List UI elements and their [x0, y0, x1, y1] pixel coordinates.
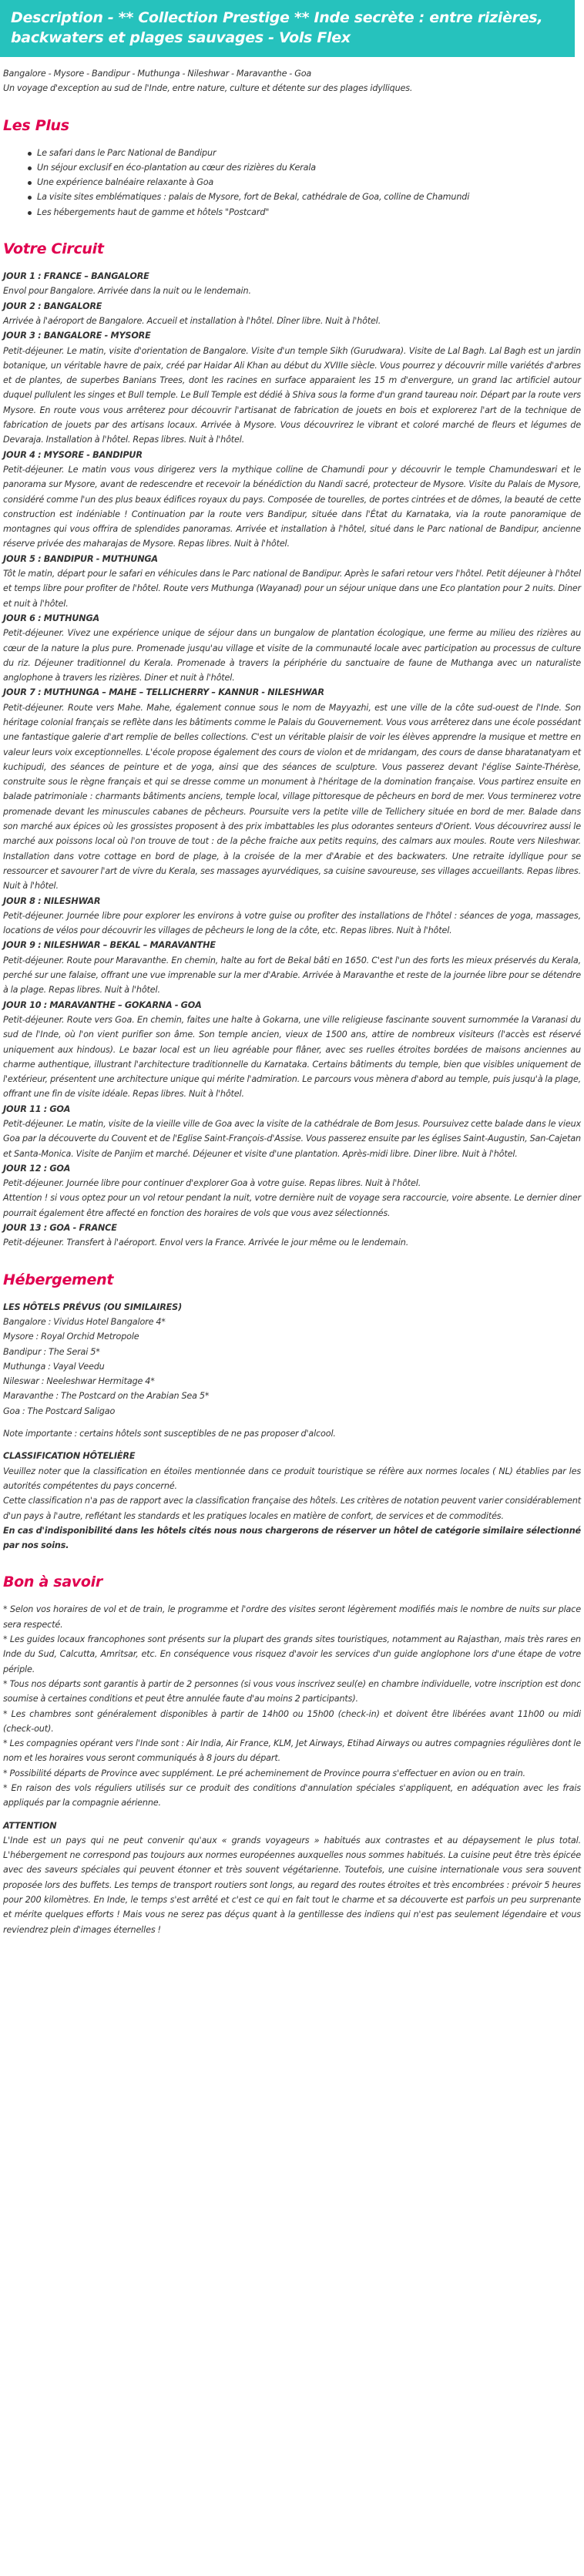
- classification-bold-text: En cas d'indisponibilité dans les hôtels cités nous nous chargerons de réserver un hôtel de catégorie similaire sélectionné par nos soins.: [3, 1525, 581, 1551]
- day-block: [3, 1161, 581, 1221]
- hotel-item: Maravanthe : The Postcard on the Arabian Sea 5*: [3, 1391, 210, 1402]
- savoir-item: * En raison des vols réguliers utilisés sur ce produit des conditions d'annulation spéciales s'appliquent, en adéquation avec les frais appliqués par la compagnie aérienne.: [3, 1782, 581, 1809]
- hotel-item: Goa : The Postcard Saligao: [3, 1406, 116, 1416]
- day-block: [3, 299, 581, 329]
- day-title: JOUR 5 : BANDIPUR - MUTHUNGA: [3, 553, 158, 564]
- hotels-heading: LES HÔTELS PRÉVUS (OU SIMILAIRES): [3, 1301, 183, 1312]
- circuit-title: Votre Circuit: [3, 240, 104, 258]
- day-text: Envol pour Bangalore. Arrivée dans la nuit ou le lendemain.: [3, 286, 251, 297]
- page-title-banner: [0, 0, 575, 57]
- day-block: [3, 611, 581, 685]
- day-text: Arrivée à l'aéroport de Bangalore. Accueil et installation à l'hôtel. Dîner libre. Nuit à l'hôtel.: [3, 315, 381, 326]
- day-title: JOUR 3 : BANGALORE - MYSORE: [3, 331, 151, 341]
- savoir-item: * Les chambres sont généralement disponibles à partir de 14h00 ou 15h00 (check-in) et doivent être libérées avant 11h00 ou midi (check-out).: [3, 1708, 581, 1734]
- attention-text: L'Inde est un pays qui ne peut convenir qu'aux « grands voyageurs » habitués aux contrastes et au dépaysement le plus total. L'hébergement ne correspond pas toujours aux normes européennes auxquelles nous sommes habitués. La cuisine peut être très épicée avec des saveurs spéciales qui peuvent étonner et très souvent végétarienne. Toutefois, une cuisine internationale vous sera souvent proposée lors des buffets. Les temps de transport routiers sont longs, au regard des routes étroites et très encombrées : prévoir 5 heures pour 200 kilomètres. En Inde, le temps s'est arrêté et c'est ce qui en fait tout le charme et sa découverte est parfois un peu surprenante et mérite quelques efforts ! Mais vous ne serez pas déçus quant à la gentillesse des indiens qui n'est pas seulement légendaire et vous reviendrez plein d'images éternelles !: [3, 1835, 581, 1935]
- intro-route: Bangalore - Mysore - Bandipur - Muthunga - Nileshwar - Maravanthe - Goa: [3, 69, 312, 79]
- intro-tagline: Un voyage d'exception au sud de l'Inde, entre nature, culture et détente sur des plages idylliques.: [3, 83, 413, 94]
- savoir-item: * Tous nos départs sont garantis à partir de 2 personnes (si vous vous inscrivez seul(e) en chambre individuelle, votre inscription est donc soumise à certaines conditions et peut être annulée faute d'au moins 2 participants).: [3, 1678, 581, 1704]
- day-title: JOUR 4 : MYSORE - BANDIPUR: [3, 449, 143, 460]
- day-title: JOUR 7 : MUTHUNGA – MAHE – TELLICHERRY – KANNUR - NILESHWAR: [3, 687, 324, 698]
- day-block: [3, 269, 581, 299]
- day-title: JOUR 11 : GOA: [3, 1103, 71, 1114]
- hotel-item: Mysore : Royal Orchid Metropole: [3, 1332, 139, 1342]
- intro: [3, 57, 581, 96]
- savoir-item: * Les compagnies opérant vers l'Inde sont : Air India, Air France, KLM, Jet Airways, Etihad Airways ou autres compagnies régulières dont le nom et les horaires vous seront communiqués à 8 jours du départ.: [3, 1738, 581, 1764]
- plus-item: Une expérience balnéaire relaxante à Goa: [28, 175, 581, 190]
- day-block: [3, 1221, 581, 1251]
- day-text: Petit-déjeuner. Journée libre pour explorer les environs à votre guise ou profiter des installations de l'hôtel : séances de yoga, massages, locations de vélos pour découvrir les villages de pêcheurs le long de la côte, etc. Repas libres. Nuit à l'hôtel.: [3, 910, 581, 936]
- day-title: JOUR 6 : MUTHUNGA: [3, 613, 100, 623]
- page-title: Description - ** Collection Prestige ** Inde secrète : entre rizières, backwaters et plages sauvages - Vols Flex: [11, 9, 543, 46]
- hotel-item: Nileswar : Neeleshwar Hermitage 4*: [3, 1376, 155, 1387]
- savoir-item: * Possibilité départs de Province avec supplément. Le pré acheminement de Province pourra s'effectuer en avion ou en train.: [3, 1768, 525, 1778]
- hotel-note: Note importante : certains hôtels sont susceptibles de ne pas proposer d'alcool.: [3, 1429, 336, 1439]
- plus-title: Les Plus: [3, 116, 69, 134]
- day-text: Tôt le matin, départ pour le safari en véhicules dans le Parc national de Bandipur. Après le safari retour vers l'hôtel. Petit déjeuner à l'hôtel et temps libre pour profiter de l'hôtel. Route vers Muthunga (Wayanad) pour un séjour unique dans une Eco plantation pour 2 nuits. Diner et nuit à l'hôtel.: [3, 569, 581, 609]
- plus-list: [28, 146, 581, 220]
- plus-item: La visite sites emblématiques : palais de Mysore, fort de Bekal, cathédrale de Goa, colline de Chamundi: [28, 190, 581, 204]
- hotel-item: Bangalore : Vividus Hotel Bangalore 4*: [3, 1316, 166, 1327]
- day-title: JOUR 13 : GOA - FRANCE: [3, 1223, 117, 1234]
- plus-item: Les hébergements haut de gamme et hôtels "Postcard": [28, 205, 581, 220]
- classification-text: Veuillez noter que la classification en étoiles mentionnée dans ce produit touristique se réfère aux normes locales ( NL) établies par les autorités compétentes du pays concerné.: [3, 1466, 581, 1491]
- day-block: [3, 448, 581, 552]
- day-title: JOUR 8 : NILESHWAR: [3, 895, 101, 906]
- day-text: Petit-déjeuner. Le matin, visite de la vieille ville de Goa avec la visite de la cathédrale de Bom Jesus. Poursuivez cette balade dans le vieux Goa par la découverte du Couvent et de l'Eglise Saint-François-d'Assise. Vous passerez ensuite par les églises Saint-Augustin, San-Cajetan et Santa-Monica. Visite de Panjim et marché. Déjeuner et visite d'une plantation. Après-midi libre. Diner libre. Nuit à l'hôtel.: [3, 1119, 581, 1159]
- day-text: Petit-déjeuner. Le matin, visite d'orientation de Bangalore. Visite d'un temple Sikh (Gurudwara). Visite de Lal Bagh. Lal Bagh est un jardin botanique, un véritable havre de paix, créé par Haidar Ali Khan au début du XVIIIe siècle. Vous pourrez y découvrir mille variétés d'arbres et de plantes, de superbes Banians Trees, dont les racines en surface apparaient les 15 m d'envergure, un grand lac artificiel autour duquel pullulent les singes et Bull temple. Le Bull Temple est dédié à Shiva sous la forme d'un grand taureau noir. Départ par la route vers Mysore. En route vous vous arrêterez pour découvrir l'artisanat de fabrication de jouets en bois et explorerez l'art de la technique de fabrication de jouets par des artisans locaux. Arrivée à Mysore. Vous découvrirez le vibrant et coloré marché de fleurs et légumes de Devaraja. Installation à l'hôtel. Repas libres. Nuit à l'hôtel.: [3, 345, 581, 445]
- day-text: Petit-déjeuner. Le matin vous vous dirigerez vers la mythique colline de Chamundi pour y découvrir le temple Chamundeswari et le panorama sur Mysore, avant de redescendre et recevoir la bénédiction du Nandi sacré, protecteur de Mysore. Visite du Palais de Mysore, considéré comme l'un des plus beaux édifices royaux du pays. Composée de tourelles, de portes cintrées et de dômes, la beauté de cette construction est indéniable ! Continuation par la route vers Bandipur, située dans l'État du Karnataka, via la route panoramique de montagnes qui vous offrira de splendides panoramas. Arrivée et installation à l'hôtel, situé dans le Parc national de Bandipur, ancienne réserve privée des maharajas de Mysore. Repas libres. Nuit à l'hôtel.: [3, 464, 581, 549]
- day-text: Petit-déjeuner. Vivez une expérience unique de séjour dans un bungalow de plantation écologique, une ferme au milieu des rizières au cœur de la nature la plus pure. Promenade jusqu'au village et visite de la communauté locale avec participation au processus de culture du riz. Déjeuner traditionnel du Kerala. Promenade à travers la périphérie du sanctuaire de faune de Muthanga avec un naturaliste anglophone à travers les rizières. Diner et nuit à l'hôtel.: [3, 628, 581, 683]
- day-title: JOUR 2 : BANGALORE: [3, 301, 102, 311]
- day-title: JOUR 9 : NILESHWAR – BEKAL – MARAVANTHE: [3, 940, 216, 951]
- day-block: [3, 552, 581, 611]
- day-block: [3, 328, 581, 447]
- savoir-item: * Selon vos horaires de vol et de train, le programme et l'ordre des visites seront légèrement modifiés mais le nombre de nuits sur place sera respecté.: [3, 1604, 581, 1630]
- classification-text: Cette classification n'a pas de rapport avec la classification française des hôtels. Les critères de notation peuvent varier considérablement d'un pays à l'autre, reflétant les standards et les pratiques locales en matière de confort, de services et de commodités.: [3, 1496, 581, 1521]
- day-block: [3, 938, 581, 997]
- classification-heading: CLASSIFICATION HÔTELIÈRE: [3, 1451, 136, 1462]
- day-block: [3, 894, 581, 939]
- hotel-item: Bandipur : The Serai 5*: [3, 1346, 100, 1357]
- savoir-item: * Les guides locaux francophones sont présents sur la plupart des grands sites touristiques, notamment au Rajasthan, mais très rares en Inde du Sud, Calcutta, Amritsar, etc. En conséquence vous risquez d'avoir les services d'un guide anglophone lors d'une étape de votre périple.: [3, 1634, 581, 1674]
- day-text: Petit-déjeuner. Journée libre pour continuer d'explorer Goa à votre guise. Repas libres. Nuit à l'hôtel. Attention ! si vous optez pour un vol retour pendant la nuit, votre dernière nuit de voyage sera raccourcie, voire absente. Le dernier diner pourrait également être affecté en fonction des horaires de vols que vous avez sélectionnés.: [3, 1178, 581, 1218]
- hebergement-section: [3, 1300, 581, 1553]
- hebergement-title: Hébergement: [3, 1271, 114, 1288]
- day-title: JOUR 1 : FRANCE – BANGALORE: [3, 271, 149, 282]
- plus-item: Le safari dans le Parc National de Bandipur: [28, 146, 581, 160]
- plus-item: Un séjour exclusif en éco-plantation au cœur des rizières du Kerala: [28, 160, 581, 175]
- circuit-days: [3, 269, 581, 1251]
- day-block: [3, 685, 581, 893]
- savoir-section: [3, 1602, 581, 1937]
- day-block: [3, 998, 581, 1102]
- day-text: Petit-déjeuner. Route vers Goa. En chemin, faites une halte à Gokarna, une ville religieuse fascinante souvent surnommée la Varanasi du sud de l'Inde, où l'on vient purifier son âme. Son temple ancien, vieux de 1500 ans, attire de nombreux visiteurs (l'accès est réservé uniquement aux hindous). Le bazar local est un lieu agréable pour flâner, avec ses ruelles étroites bordées de maisons anciennes au charme authentique, illustrant l'architecture traditionnelle du Karnataka. Certains bâtiments du temple, bien que visibles uniquement de l'extérieur, présentent une architecture unique qui mérite l'admiration. Le parcours vous mènera d'abord au temple, puis jusqu'à la plage, offrant une fin de visite idéale. Repas libres. Nuit à l'hôtel.: [3, 1014, 581, 1100]
- day-text: Petit-déjeuner. Route vers Mahe. Mahe, également connue sous le nom de Mayyazhi, est une ville de la côte sud-ouest de l'Inde. Son héritage colonial français se reflète dans les bâtiments comme le Palais du Gouvernement. Vous vous arrêterez dans une école possédant une fantastique galerie d'art remplie de belles collections. C'est un véritable plaisir de voir les élèves apprendre la musique et mettre en valeur leurs voix exceptionnelles. L'école propose également des cours de violon et de mridangam, des cours de danse bharatanatyam et kuchipudi, des séances de peinture et de yoga, ainsi que des séances de sculpture. Vous passerez devant l'église Sainte-Thérèse, construite sous le règne français et qui se dresse comme un monument à l'héritage de la domination française. Vous partirez ensuite en balade patrimoniale : charmants bâtiments anciens, temple local, village pittoresque de pêcheurs en bord de mer. Vous terminerez votre promenade devant les minuscules cabanes de pêcheurs. Poursuite vers la petite ville de Tellichery située en bord de mer. Balade dans son marché aux épices où les grossistes proposent à des prix imbattables les plus odorantes senteurs d'Orient. Vous découvrirez aussi le marché aux poissons local où l'on trouve de tout : de la pêche fraiche aux petits requins, des calmars aux moules. Route vers Nileshwar. Installation dans votre cottage en bord de plage, à la croisée de la mer d'Arabie et des backwaters. Une retraite idyllique pour se ressourcer et savourer l'art de vivre du Kerala, ses massages ayurvédiques, sa cuisine savoureuse, ses villages accueillants. Repas libres. Nuit à l'hôtel.: [3, 702, 581, 892]
- day-title: JOUR 10 : MARAVANTHE – GOKARNA - GOA: [3, 999, 202, 1010]
- main-content: [0, 57, 584, 1937]
- day-title: JOUR 12 : GOA: [3, 1163, 71, 1174]
- savoir-title: Bon à savoir: [3, 1573, 102, 1591]
- day-text: Petit-déjeuner. Route pour Maravanthe. En chemin, halte au fort de Bekal bâti en 1650. C'est l'un des forts les mieux préservés du Kerala, perché sur une falaise, offrant une vue imprenable sur la mer d'Arabie. Arrivée à Maravanthe et reste de la journée libre pour se détendre à la plage. Repas libres. Nuit à l'hôtel.: [3, 955, 581, 996]
- hotel-item: Muthunga : Vayal Veedu: [3, 1361, 105, 1372]
- day-text: Petit-déjeuner. Transfert à l'aéroport. Envol vers la France. Arrivée le jour même ou le lendemain.: [3, 1238, 409, 1248]
- day-block: [3, 1102, 581, 1161]
- attention-heading: ATTENTION: [3, 1820, 57, 1831]
